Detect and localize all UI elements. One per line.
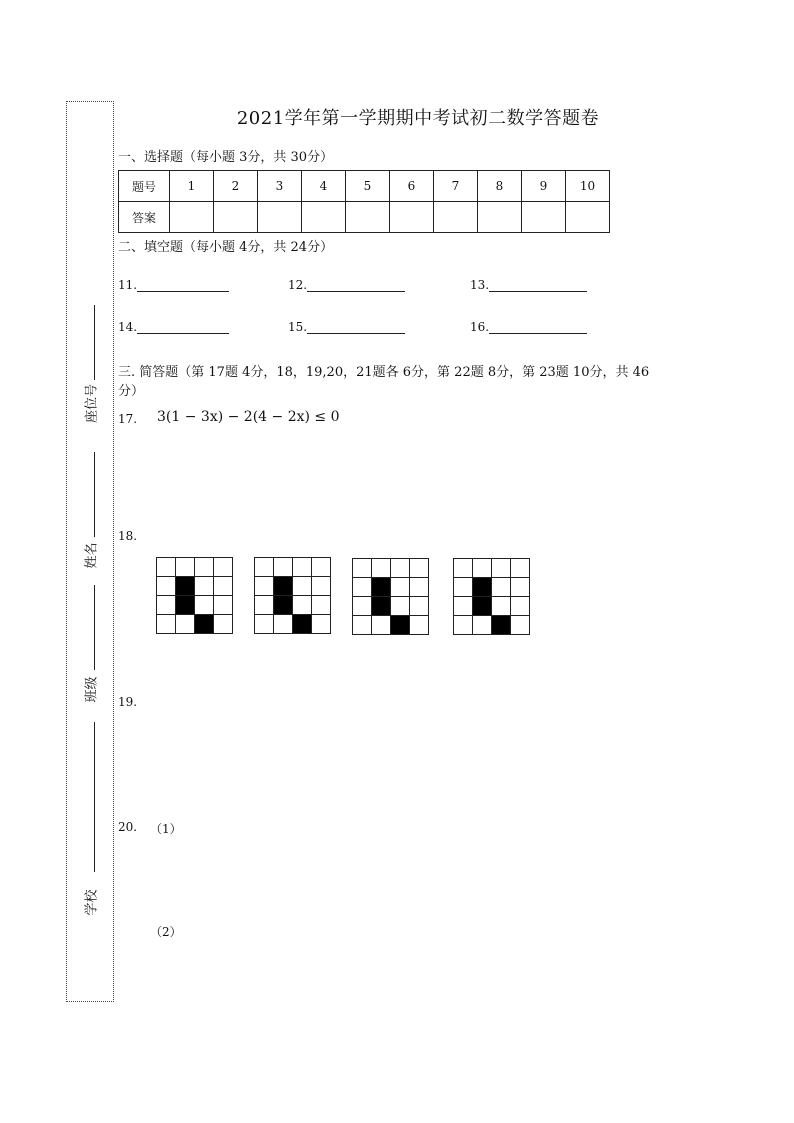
q20-number: 20. xyxy=(118,820,138,834)
grid-cell-filled xyxy=(372,597,391,616)
table-row xyxy=(119,171,610,202)
section2-heading: 二、填空题（每小题 4分，共 24分） xyxy=(118,240,334,255)
grid-cell-filled xyxy=(176,577,195,596)
table-cell: 3 xyxy=(258,171,302,202)
grid-figure-2 xyxy=(254,557,331,634)
grid-cell xyxy=(492,597,511,616)
row-header-answer: 答案 xyxy=(119,202,170,233)
table-cell: 10 xyxy=(566,171,610,202)
answer-cell[interactable] xyxy=(346,202,390,233)
answer-line[interactable] xyxy=(489,321,587,334)
grid-cell xyxy=(255,558,274,577)
answer-cell[interactable] xyxy=(566,202,610,233)
grid-cell xyxy=(157,558,176,577)
table-cell: 8 xyxy=(478,171,522,202)
row-header-number: 题号 xyxy=(119,171,170,202)
grid-cell xyxy=(391,559,410,578)
grid-cell-filled xyxy=(372,578,391,597)
blank-11[interactable] xyxy=(118,278,229,292)
grid-cell xyxy=(372,616,391,635)
grid-cell xyxy=(195,577,214,596)
grid-cell xyxy=(454,578,473,597)
table-cell: 1 xyxy=(170,171,214,202)
grid-cell-filled xyxy=(293,615,312,634)
grid-cell xyxy=(176,615,195,634)
grid-cell-filled xyxy=(391,616,410,635)
q17-number: 17. xyxy=(118,412,138,426)
grid-cell xyxy=(492,559,511,578)
grid-cell xyxy=(312,615,331,634)
grid-cell xyxy=(293,577,312,596)
grid-cell xyxy=(473,559,492,578)
grid-cell xyxy=(274,558,293,577)
blank-number: 14. xyxy=(118,320,138,334)
grid-cell xyxy=(176,558,195,577)
grid-cell-filled xyxy=(274,577,293,596)
blank-number: 13. xyxy=(470,278,490,292)
grid-cell xyxy=(195,558,214,577)
grid-cell xyxy=(312,596,331,615)
table-cell: 7 xyxy=(434,171,478,202)
seat-fill-line xyxy=(94,305,95,380)
grid-cell xyxy=(214,577,233,596)
grid-cell xyxy=(255,615,274,634)
grid-cell xyxy=(410,597,429,616)
grid-cell xyxy=(454,616,473,635)
blank-number: 16. xyxy=(470,320,490,334)
answer-cell[interactable] xyxy=(258,202,302,233)
grid-cell xyxy=(492,578,511,597)
grid-cell xyxy=(157,577,176,596)
answer-cell[interactable] xyxy=(478,202,522,233)
choice-answer-table xyxy=(118,170,610,233)
class-label: 班级 xyxy=(84,676,100,703)
grid-figure-3 xyxy=(352,558,429,635)
answer-line[interactable] xyxy=(137,279,229,292)
grid-cell xyxy=(473,616,492,635)
grid-cell xyxy=(255,596,274,615)
grid-cell xyxy=(511,578,530,597)
blank-number: 11. xyxy=(118,278,138,292)
grid-cell xyxy=(293,596,312,615)
grid-cell xyxy=(214,615,233,634)
section3-heading-line2: 分） xyxy=(118,384,145,399)
grid-cell xyxy=(255,577,274,596)
answer-cell[interactable] xyxy=(522,202,566,233)
blank-13[interactable] xyxy=(470,278,587,292)
grid-cell xyxy=(293,558,312,577)
seat-label: 座位号 xyxy=(84,384,100,424)
grid-cell-filled xyxy=(492,616,511,635)
grid-cell xyxy=(391,597,410,616)
grid-cell xyxy=(195,596,214,615)
page-title: 2021学年第一学期期中考试初二数学答题卷 xyxy=(236,108,600,129)
grid-cell xyxy=(511,559,530,578)
q17-expression: 3(1 − 3x) − 2(4 − 2x) ≤ 0 xyxy=(157,409,340,425)
grid-cell xyxy=(353,578,372,597)
grid-cell xyxy=(454,559,473,578)
grid-cell xyxy=(511,616,530,635)
q18-number: 18. xyxy=(118,529,138,543)
grid-cell xyxy=(454,597,473,616)
grid-cell xyxy=(157,615,176,634)
q20-part1: （1） xyxy=(150,822,182,836)
table-cell: 2 xyxy=(214,171,258,202)
answer-cell[interactable] xyxy=(214,202,258,233)
grid-cell xyxy=(214,596,233,615)
grid-cell xyxy=(511,597,530,616)
grid-cell xyxy=(410,616,429,635)
grid-cell xyxy=(353,616,372,635)
grid-cell-filled xyxy=(195,615,214,634)
class-fill-line xyxy=(94,585,95,670)
answer-cell[interactable] xyxy=(302,202,346,233)
grid-cell xyxy=(274,615,293,634)
grid-cell-filled xyxy=(176,596,195,615)
grid-figure-1 xyxy=(156,557,233,634)
answer-line[interactable] xyxy=(137,321,229,334)
grid-cell xyxy=(157,596,176,615)
grid-cell xyxy=(410,559,429,578)
school-fill-line xyxy=(94,722,95,872)
grid-cell-filled xyxy=(473,578,492,597)
school-label: 学校 xyxy=(84,889,100,916)
table-cell: 6 xyxy=(390,171,434,202)
grid-cell xyxy=(214,558,233,577)
table-cell: 4 xyxy=(302,171,346,202)
grid-cell xyxy=(312,577,331,596)
q20-part2: （2） xyxy=(150,925,182,939)
grid-cell xyxy=(391,578,410,597)
grid-cell-filled xyxy=(274,596,293,615)
grid-cell xyxy=(353,597,372,616)
section3-heading-line1: 三. 简答题（第 17题 4分，18，19,20，21题各 6分，第 22题 8分，第 23题 10分，共 46 xyxy=(118,365,650,380)
answer-cell[interactable] xyxy=(390,202,434,233)
answer-line[interactable] xyxy=(489,279,587,292)
name-label: 姓名 xyxy=(84,542,100,569)
grid-cell xyxy=(372,559,391,578)
grid-cell-filled xyxy=(473,597,492,616)
answer-cell[interactable] xyxy=(170,202,214,233)
grid-figure-4 xyxy=(453,558,530,635)
q19-number: 19. xyxy=(118,695,138,709)
table-row xyxy=(119,202,610,233)
answer-cell[interactable] xyxy=(434,202,478,233)
grid-cell xyxy=(353,559,372,578)
blank-16[interactable] xyxy=(470,320,587,334)
name-fill-line xyxy=(94,452,95,537)
blank-number: 12. xyxy=(288,278,308,292)
blank-number: 15. xyxy=(288,320,308,334)
blank-15[interactable] xyxy=(288,320,405,334)
table-cell: 9 xyxy=(522,171,566,202)
answer-line[interactable] xyxy=(307,321,405,334)
answer-line[interactable] xyxy=(307,279,405,292)
grid-cell xyxy=(312,558,331,577)
blank-14[interactable] xyxy=(118,320,229,334)
blank-12[interactable] xyxy=(288,278,405,292)
section1-heading: 一、选择题（每小题 3分，共 30分） xyxy=(118,150,334,165)
table-cell: 5 xyxy=(346,171,390,202)
grid-cell xyxy=(410,578,429,597)
